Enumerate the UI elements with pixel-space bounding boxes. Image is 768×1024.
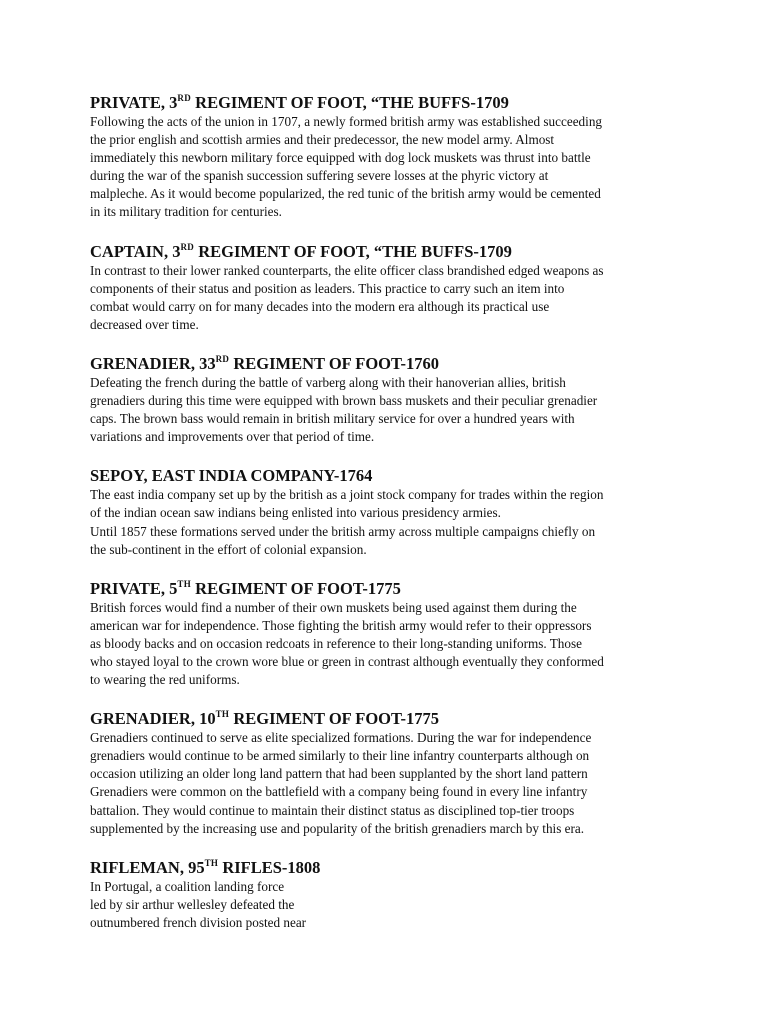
section-heading: PRIVATE, 3RD REGIMENT OF FOOT, “THE BUFFS-1709: [90, 93, 509, 112]
paragraph-line: variations and improvements over that period of time.: [90, 429, 375, 445]
section-sepoy-east-india: [90, 466, 690, 558]
section-grenadier-33rd-foot: [90, 354, 690, 446]
paragraph-line: Grenadiers were common on the battlefield with a company being found in every line infantry: [90, 784, 588, 800]
paragraph-line: the sub-continent in the effort of colonial expansion.: [90, 541, 367, 557]
paragraph-line: Following the acts of the union in 1707, a newly formed british army was established succeeding: [90, 114, 603, 129]
paragraph-line: during the war of the spanish succession suffering severe losses at the phyric victory at: [90, 168, 549, 184]
paragraph-line: supplemented by the increasing use and popularity of the british grenadiers march by this era.: [90, 820, 585, 836]
paragraph-line: caps. The brown bass would remain in british military service for over a hundred years with: [90, 411, 575, 427]
paragraph-line: Grenadiers continued to serve as elite specialized formations. During the war for independence: [90, 730, 592, 746]
section-paragraph: [90, 113, 690, 222]
paragraph-line: battalion. They would continue to maintain their distinct status as disciplined top-tier troops: [90, 802, 575, 818]
paragraph-line: decreased over time.: [90, 316, 199, 332]
paragraph-line: combat would carry on for many decades into the modern era although its practical use: [90, 298, 550, 314]
paragraph-line: In Portugal, a coalition landing force: [90, 878, 285, 894]
section-heading: SEPOY, EAST INDIA COMPANY-1764: [90, 466, 373, 486]
paragraph-line: grenadiers would continue to be armed similarly to their line infantry counterparts although on: [90, 748, 590, 764]
section-captain-3rd-foot: [90, 242, 690, 334]
paragraph-line: Until 1857 these formations served under the british army across multiple campaigns chiefly on: [90, 523, 596, 539]
paragraph-line: immediately this newborn military force equipped with dog lock muskets was thrust into battle: [90, 150, 591, 166]
section-private-5th-foot: [90, 579, 690, 689]
section-grenadier-10th-foot: [90, 709, 690, 838]
paragraph-line: malpleche. As it would become popularized, the red tunic of the british army would be cemented: [90, 186, 601, 202]
section-paragraph: [90, 729, 690, 838]
section-paragraph: [90, 878, 690, 932]
section-heading: PRIVATE, 5TH REGIMENT OF FOOT-1775: [90, 578, 401, 598]
paragraph-line: to wearing the red uniforms.: [90, 672, 240, 688]
paragraph-line: components of their status and position as leaders. This practice to carry such an item into: [90, 280, 565, 296]
section-heading: CAPTAIN, 3RD REGIMENT OF FOOT, “THE BUFFS-1709: [90, 241, 512, 261]
section-paragraph: [90, 599, 690, 689]
paragraph-line: in its military tradition for centuries.: [90, 204, 282, 220]
section-paragraph: [90, 486, 690, 558]
section-paragraph: [90, 262, 690, 334]
document-page: [90, 93, 690, 952]
paragraph-line: who stayed loyal to the crown wore blue or green in contrast although eventually they conformed: [90, 653, 604, 669]
paragraph-line: In contrast to their lower ranked counterparts, the elite officer class brandished edged weapons as: [90, 262, 604, 278]
section-heading: GRENADIER, 10TH REGIMENT OF FOOT-1775: [90, 709, 440, 729]
paragraph-line: grenadiers during this time were equipped with brown bass muskets and their peculiar grenadier: [90, 393, 598, 409]
paragraph-line: British forces would find a number of their own muskets being used against them during the: [90, 599, 577, 615]
paragraph-line: as bloody backs and on occasion redcoats in reference to their long-standing uniforms. Those: [90, 635, 582, 651]
paragraph-line: occasion utilizing an older long land pattern that had been supplanted by the short land pattern: [90, 766, 588, 782]
section-heading: GRENADIER, 33RD REGIMENT OF FOOT-1760: [90, 353, 440, 373]
paragraph-line: outnumbered french division posted near: [90, 914, 307, 930]
paragraph-line: of the indian ocean saw indians being enlisted into various presidency armies.: [90, 505, 501, 521]
section-heading: RIFLEMAN, 95TH RIFLES-1808: [90, 857, 321, 877]
section-rifleman-95th: [90, 858, 690, 932]
section-private-3rd-foot: [90, 93, 690, 222]
paragraph-line: the prior english and scottish armies and their predecessor, the new model army. Almost: [90, 132, 555, 148]
paragraph-line: The east india company set up by the british as a joint stock company for trades within the region: [90, 487, 604, 503]
paragraph-line: american war for independence. Those fighting the british army would refer to their oppressors: [90, 617, 592, 633]
paragraph-line: led by sir arthur wellesley defeated the: [90, 896, 295, 912]
paragraph-line: Defeating the french during the battle of varberg along with their hanoverian allies, british: [90, 374, 566, 390]
section-paragraph: [90, 374, 690, 446]
